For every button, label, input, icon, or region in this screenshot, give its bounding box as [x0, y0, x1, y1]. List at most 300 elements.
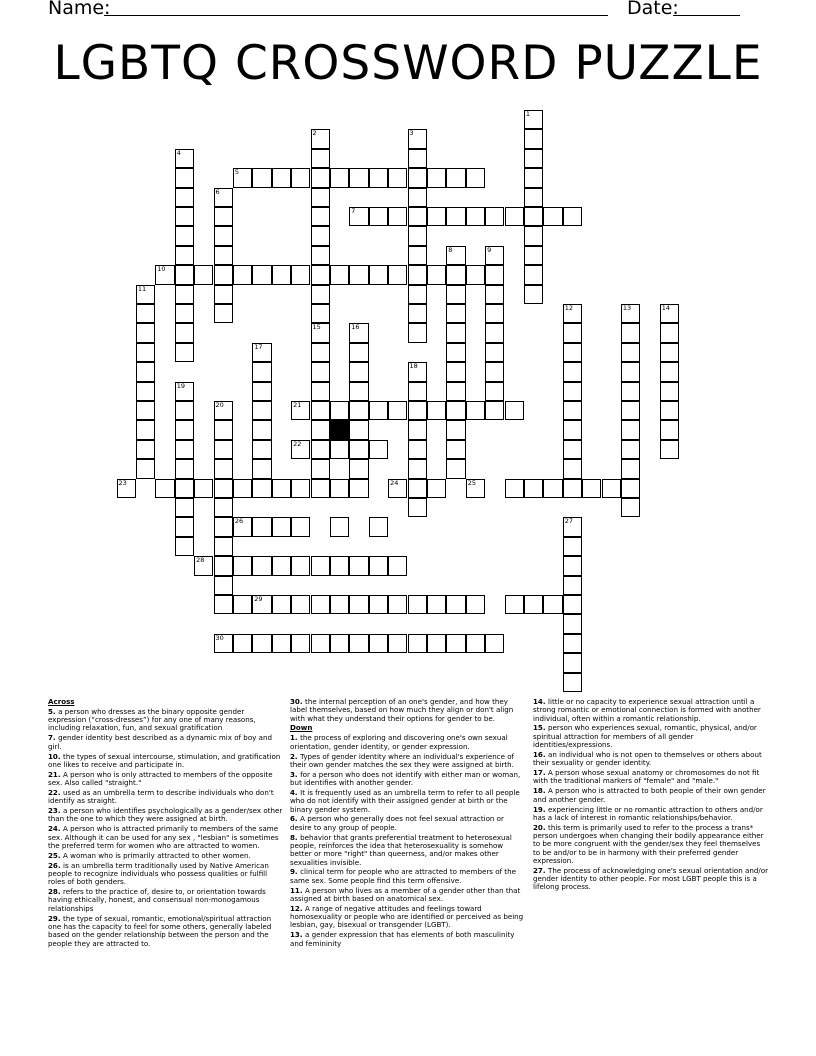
grid-cell[interactable] [214, 479, 233, 498]
grid-cell[interactable] [175, 246, 194, 265]
grid-cell[interactable] [485, 401, 504, 420]
grid-cell[interactable] [563, 479, 582, 498]
grid-cell[interactable] [214, 537, 233, 556]
grid-cell[interactable] [621, 323, 640, 342]
grid-cell[interactable] [214, 556, 233, 575]
grid-cell[interactable] [427, 479, 446, 498]
grid-cell[interactable] [330, 401, 349, 420]
grid-cell[interactable] [311, 459, 330, 478]
grid-cell[interactable] [291, 168, 310, 187]
grid-cell[interactable] [233, 265, 252, 284]
clue-item-text: a person who identifies psychologically as a gender/sex other than the one to which they were assigned at birth. [48, 806, 283, 824]
grid-cell[interactable] [563, 304, 582, 323]
grid-cell[interactable] [349, 440, 368, 459]
grid-cell[interactable] [330, 634, 349, 653]
grid-cell[interactable] [175, 498, 194, 517]
grid-cell[interactable] [349, 401, 368, 420]
grid-cell[interactable] [311, 149, 330, 168]
grid-cell[interactable] [252, 440, 271, 459]
grid-cell[interactable] [194, 556, 213, 575]
grid-cell[interactable] [621, 459, 640, 478]
grid-cell[interactable] [291, 479, 310, 498]
grid-cell[interactable] [524, 285, 543, 304]
grid-cell[interactable] [155, 479, 174, 498]
grid-cell[interactable] [524, 168, 543, 187]
grid-cell[interactable] [408, 595, 427, 614]
grid-cell[interactable] [369, 634, 388, 653]
grid-cell[interactable] [485, 207, 504, 226]
grid-cell[interactable] [349, 634, 368, 653]
grid-cell[interactable] [291, 595, 310, 614]
grid-cell[interactable] [408, 401, 427, 420]
grid-cell[interactable] [175, 382, 194, 401]
grid-cell[interactable] [349, 556, 368, 575]
grid-cell[interactable] [175, 537, 194, 556]
grid-cell[interactable] [466, 479, 485, 498]
clue-item [48, 852, 284, 860]
grid-cell[interactable] [408, 323, 427, 342]
grid-cell[interactable] [427, 634, 446, 653]
grid-cell[interactable] [408, 129, 427, 148]
grid-cell[interactable] [408, 440, 427, 459]
grid-cell[interactable] [330, 595, 349, 614]
grid-cell[interactable] [485, 382, 504, 401]
grid-cell[interactable] [660, 323, 679, 342]
clues-column-2 [290, 698, 526, 949]
grid-cell[interactable] [330, 479, 349, 498]
grid-cell[interactable] [311, 401, 330, 420]
grid-cell[interactable] [214, 595, 233, 614]
grid-cell[interactable] [485, 323, 504, 342]
grid-cell[interactable] [330, 440, 349, 459]
grid-cell[interactable] [408, 362, 427, 381]
grid-cell[interactable] [252, 382, 271, 401]
grid-cell[interactable] [136, 323, 155, 342]
grid-cell[interactable] [117, 479, 136, 498]
grid-cell[interactable] [252, 168, 271, 187]
grid-cell[interactable] [408, 265, 427, 284]
grid-cell[interactable] [446, 401, 465, 420]
grid-cell[interactable] [214, 459, 233, 478]
grid-cell[interactable] [214, 576, 233, 595]
grid-cell[interactable] [524, 595, 543, 614]
grid-cell[interactable] [349, 420, 368, 439]
grid-cell[interactable] [660, 362, 679, 381]
grid-cell[interactable] [563, 382, 582, 401]
grid-cell[interactable] [214, 498, 233, 517]
grid-cell[interactable] [175, 265, 194, 284]
grid-cell[interactable] [388, 168, 407, 187]
grid-cell[interactable] [369, 207, 388, 226]
clue-item-number: 21. [48, 769, 64, 779]
grid-cell[interactable] [563, 459, 582, 478]
grid-cell[interactable] [563, 556, 582, 575]
grid-cell[interactable] [602, 479, 621, 498]
grid-cell[interactable] [446, 207, 465, 226]
grid-cell[interactable] [349, 362, 368, 381]
grid-cell[interactable] [505, 401, 524, 420]
grid-cell[interactable] [311, 323, 330, 342]
grid-cell[interactable] [136, 459, 155, 478]
grid-cell[interactable] [311, 440, 330, 459]
grid-cell[interactable] [621, 420, 640, 439]
grid-cell[interactable] [524, 188, 543, 207]
grid-cell[interactable] [175, 188, 194, 207]
grid-cell[interactable] [408, 168, 427, 187]
grid-cell[interactable] [621, 401, 640, 420]
clue-number: 18 [409, 362, 418, 371]
grid-cell[interactable] [660, 304, 679, 323]
grid-cell[interactable] [136, 285, 155, 304]
grid-cell[interactable] [136, 401, 155, 420]
grid-cell[interactable] [175, 401, 194, 420]
grid-cell[interactable] [427, 401, 446, 420]
grid-cell[interactable] [175, 479, 194, 498]
grid-cell[interactable] [563, 207, 582, 226]
grid-cell[interactable] [291, 440, 310, 459]
grid-cell[interactable] [621, 382, 640, 401]
grid-cell[interactable] [136, 440, 155, 459]
down-clue-list [290, 734, 526, 947]
grid-cell[interactable] [214, 246, 233, 265]
grid-cell[interactable] [272, 517, 291, 536]
grid-cell[interactable] [582, 479, 601, 498]
clue-item-number: 5. [48, 706, 59, 716]
grid-cell[interactable] [175, 304, 194, 323]
grid-cell[interactable] [233, 634, 252, 653]
grid-cell[interactable] [524, 265, 543, 284]
grid-cell[interactable] [388, 634, 407, 653]
grid-cell[interactable] [543, 595, 562, 614]
grid-cell[interactable] [446, 323, 465, 342]
grid-cell[interactable] [311, 556, 330, 575]
grid-cell[interactable] [427, 207, 446, 226]
grid-cell[interactable] [466, 401, 485, 420]
clue-item-number: 26. [48, 860, 64, 870]
grid-cell[interactable] [446, 265, 465, 284]
grid-cell[interactable] [272, 595, 291, 614]
grid-cell[interactable] [369, 265, 388, 284]
grid-cell[interactable] [272, 168, 291, 187]
clue-item-number: 7. [48, 733, 59, 743]
grid-cell[interactable] [252, 556, 271, 575]
grid-cell[interactable] [388, 556, 407, 575]
grid-cell[interactable] [311, 362, 330, 381]
grid-cell[interactable] [485, 304, 504, 323]
grid-cell[interactable] [175, 323, 194, 342]
grid-cell[interactable] [505, 207, 524, 226]
grid-cell[interactable] [311, 420, 330, 439]
grid-cell[interactable] [466, 207, 485, 226]
grid-cell[interactable] [369, 440, 388, 459]
grid-cell[interactable] [621, 362, 640, 381]
clue-number: 9 [487, 245, 492, 254]
grid-cell[interactable] [311, 382, 330, 401]
grid-cell[interactable] [194, 479, 213, 498]
clues-column-3 [533, 698, 769, 893]
grid-cell[interactable] [272, 479, 291, 498]
grid-cell[interactable] [214, 517, 233, 536]
grid-cell[interactable] [291, 556, 310, 575]
grid-cell[interactable] [311, 265, 330, 284]
grid-cell[interactable] [291, 634, 310, 653]
grid-cell[interactable] [252, 401, 271, 420]
grid-cell[interactable] [524, 226, 543, 245]
grid-cell[interactable] [369, 168, 388, 187]
grid-cell[interactable] [214, 265, 233, 284]
grid-cell[interactable] [563, 440, 582, 459]
grid-cell[interactable] [563, 362, 582, 381]
grid-cell[interactable] [621, 440, 640, 459]
grid-cell[interactable] [175, 149, 194, 168]
clue-item-text: a gender expression that has elements of both masculinity and femininity [290, 930, 515, 948]
grid-cell[interactable] [446, 440, 465, 459]
grid-cell[interactable] [446, 246, 465, 265]
grid-cell[interactable] [291, 265, 310, 284]
grid-cell[interactable] [660, 420, 679, 439]
grid-cell[interactable] [563, 614, 582, 633]
grid-cell[interactable] [563, 323, 582, 342]
grid-cell[interactable] [214, 304, 233, 323]
grid-cell[interactable] [660, 343, 679, 362]
grid-cell[interactable] [446, 595, 465, 614]
grid-cell[interactable] [252, 265, 271, 284]
grid-cell[interactable] [136, 382, 155, 401]
grid-cell[interactable] [408, 479, 427, 498]
grid-cell[interactable] [330, 168, 349, 187]
grid-cell[interactable] [446, 634, 465, 653]
grid-cell[interactable] [252, 634, 271, 653]
grid-cell[interactable] [349, 323, 368, 342]
grid-cell[interactable] [349, 382, 368, 401]
grid-cell[interactable] [175, 459, 194, 478]
grid-cell[interactable] [446, 459, 465, 478]
grid-cell[interactable] [214, 285, 233, 304]
grid-cell[interactable] [485, 265, 504, 284]
grid-cell[interactable] [485, 343, 504, 362]
grid-cell[interactable] [233, 595, 252, 614]
clue-item [290, 771, 526, 788]
grid-cell[interactable] [175, 343, 194, 362]
grid-cell[interactable] [233, 479, 252, 498]
grid-cell[interactable] [194, 265, 213, 284]
grid-cell[interactable] [252, 420, 271, 439]
grid-cell[interactable] [311, 129, 330, 148]
grid-cell[interactable] [388, 207, 407, 226]
grid-cell[interactable] [446, 343, 465, 362]
grid-cell[interactable] [330, 265, 349, 284]
grid-cell[interactable] [427, 595, 446, 614]
grid-cell[interactable] [252, 459, 271, 478]
grid-cell[interactable] [272, 265, 291, 284]
grid-cell[interactable] [563, 537, 582, 556]
grid-cell[interactable] [175, 440, 194, 459]
grid-cell[interactable] [272, 634, 291, 653]
grid-cell[interactable] [311, 634, 330, 653]
grid-cell[interactable] [485, 634, 504, 653]
grid-cell[interactable] [408, 207, 427, 226]
grid-cell[interactable] [311, 188, 330, 207]
grid-cell[interactable] [408, 226, 427, 245]
grid-cell[interactable] [330, 517, 349, 536]
grid-cell[interactable] [408, 188, 427, 207]
grid-cell[interactable] [136, 343, 155, 362]
clue-item [48, 734, 284, 751]
grid-cell[interactable] [446, 362, 465, 381]
grid-cell[interactable] [311, 285, 330, 304]
clue-number: 10 [157, 265, 166, 274]
grid-cell[interactable] [524, 246, 543, 265]
grid-cell[interactable] [446, 285, 465, 304]
grid-cell[interactable] [466, 595, 485, 614]
grid-cell[interactable] [175, 207, 194, 226]
grid-cell[interactable] [466, 634, 485, 653]
grid-cell[interactable] [388, 595, 407, 614]
clue-item-text: is an umbrella term traditionally used by Native American people to recognize individuals who possess qualities or fulfill roles of both genders. [48, 860, 269, 887]
grid-cell[interactable] [330, 556, 349, 575]
grid-cell[interactable] [524, 129, 543, 148]
grid-cell[interactable] [408, 634, 427, 653]
grid-cell[interactable] [505, 595, 524, 614]
grid-cell[interactable] [466, 265, 485, 284]
grid-cell[interactable] [349, 479, 368, 498]
grid-cell[interactable] [349, 168, 368, 187]
grid-cell[interactable] [155, 265, 174, 284]
grid-cell[interactable] [175, 420, 194, 439]
grid-cell[interactable] [233, 168, 252, 187]
grid-cell[interactable] [660, 401, 679, 420]
grid-cell[interactable] [466, 168, 485, 187]
grid-cell[interactable] [446, 168, 465, 187]
grid-cell[interactable] [311, 595, 330, 614]
grid-cell[interactable] [175, 226, 194, 245]
clue-number: 12 [564, 304, 573, 312]
grid-cell[interactable] [369, 401, 388, 420]
grid-cell[interactable] [408, 420, 427, 439]
clue-item-text: It is frequently used as an umbrella term to refer to all people who do not identify with their assigned gender at birth or the binary gender system. [290, 787, 520, 814]
grid-cell[interactable] [524, 110, 543, 129]
grid-cell[interactable] [621, 304, 640, 323]
grid-cell[interactable] [136, 304, 155, 323]
grid-cell[interactable] [660, 440, 679, 459]
grid-cell[interactable] [563, 420, 582, 439]
clue-item-text: The process of acknowledging one's sexual orientation and/or gender identity to other people. For most LGBT people this is a lifelong process. [533, 865, 769, 892]
grid-cell[interactable] [388, 479, 407, 498]
grid-cell[interactable] [427, 265, 446, 284]
grid-cell[interactable] [408, 304, 427, 323]
grid-cell[interactable] [446, 304, 465, 323]
grid-cell[interactable] [388, 401, 407, 420]
grid-cell[interactable] [369, 556, 388, 575]
grid-cell[interactable] [252, 362, 271, 381]
grid-cell[interactable] [291, 517, 310, 536]
grid-cell[interactable] [252, 343, 271, 362]
grid-cell[interactable] [233, 517, 252, 536]
grid-cell[interactable] [563, 343, 582, 362]
grid-cell[interactable] [563, 673, 582, 692]
grid-cell[interactable] [311, 343, 330, 362]
grid-cell[interactable] [272, 556, 291, 575]
grid-cell[interactable] [408, 246, 427, 265]
grid-cell[interactable] [621, 343, 640, 362]
grid-cell[interactable] [563, 576, 582, 595]
grid-cell[interactable] [369, 517, 388, 536]
clue-item [48, 771, 284, 788]
grid-cell[interactable] [563, 595, 582, 614]
grid-cell[interactable] [311, 304, 330, 323]
grid-cell[interactable] [136, 362, 155, 381]
grid-cell[interactable] [408, 382, 427, 401]
grid-cell[interactable] [311, 168, 330, 187]
grid-cell[interactable] [408, 285, 427, 304]
grid-cell[interactable] [291, 401, 310, 420]
grid-cell[interactable] [349, 595, 368, 614]
grid-cell[interactable] [427, 168, 446, 187]
grid-cell[interactable] [214, 226, 233, 245]
grid-cell[interactable] [175, 168, 194, 187]
grid-cell[interactable] [524, 207, 543, 226]
grid-cell[interactable] [214, 634, 233, 653]
grid-cell[interactable] [233, 556, 252, 575]
grid-cell[interactable] [349, 265, 368, 284]
grid-cell[interactable] [252, 595, 271, 614]
grid-cell[interactable] [214, 401, 233, 420]
grid-cell[interactable] [485, 285, 504, 304]
grid-cell[interactable] [136, 420, 155, 439]
grid-cell[interactable] [563, 653, 582, 672]
grid-cell[interactable] [408, 498, 427, 517]
grid-cell[interactable] [311, 479, 330, 498]
grid-cell[interactable] [621, 479, 640, 498]
clue-item-number: 25. [48, 850, 64, 860]
clue-item-text: A person who generally does not feel sexual attraction or desire to any group of people. [290, 814, 504, 832]
grid-cell[interactable] [621, 498, 640, 517]
grid-cell[interactable] [349, 343, 368, 362]
grid-cell[interactable] [349, 207, 368, 226]
grid-cell[interactable] [485, 362, 504, 381]
grid-cell[interactable] [175, 285, 194, 304]
grid-cell[interactable] [485, 246, 504, 265]
grid-cell[interactable] [524, 149, 543, 168]
grid-cell[interactable] [214, 207, 233, 226]
grid-cell[interactable] [311, 246, 330, 265]
grid-cell[interactable] [563, 401, 582, 420]
grid-cell[interactable] [543, 479, 562, 498]
grid-cell[interactable] [349, 459, 368, 478]
grid-cell[interactable] [563, 517, 582, 536]
grid-cell[interactable] [543, 207, 562, 226]
grid-cell[interactable] [311, 207, 330, 226]
grid-cell[interactable] [660, 382, 679, 401]
grid-cell[interactable] [408, 459, 427, 478]
grid-cell[interactable] [214, 420, 233, 439]
grid-cell[interactable] [505, 479, 524, 498]
grid-cell[interactable] [563, 634, 582, 653]
grid-cell[interactable] [214, 188, 233, 207]
grid-cell[interactable] [446, 382, 465, 401]
grid-cell[interactable] [388, 265, 407, 284]
clue-number: 24 [390, 478, 399, 487]
grid-cell[interactable] [175, 517, 194, 536]
grid-cell[interactable] [252, 479, 271, 498]
grid-cell[interactable] [214, 440, 233, 459]
grid-cell[interactable] [446, 420, 465, 439]
grid-cell[interactable] [524, 479, 543, 498]
grid-cell[interactable] [311, 226, 330, 245]
grid-cell[interactable] [252, 517, 271, 536]
grid-cell[interactable] [408, 149, 427, 168]
grid-cell[interactable] [369, 595, 388, 614]
